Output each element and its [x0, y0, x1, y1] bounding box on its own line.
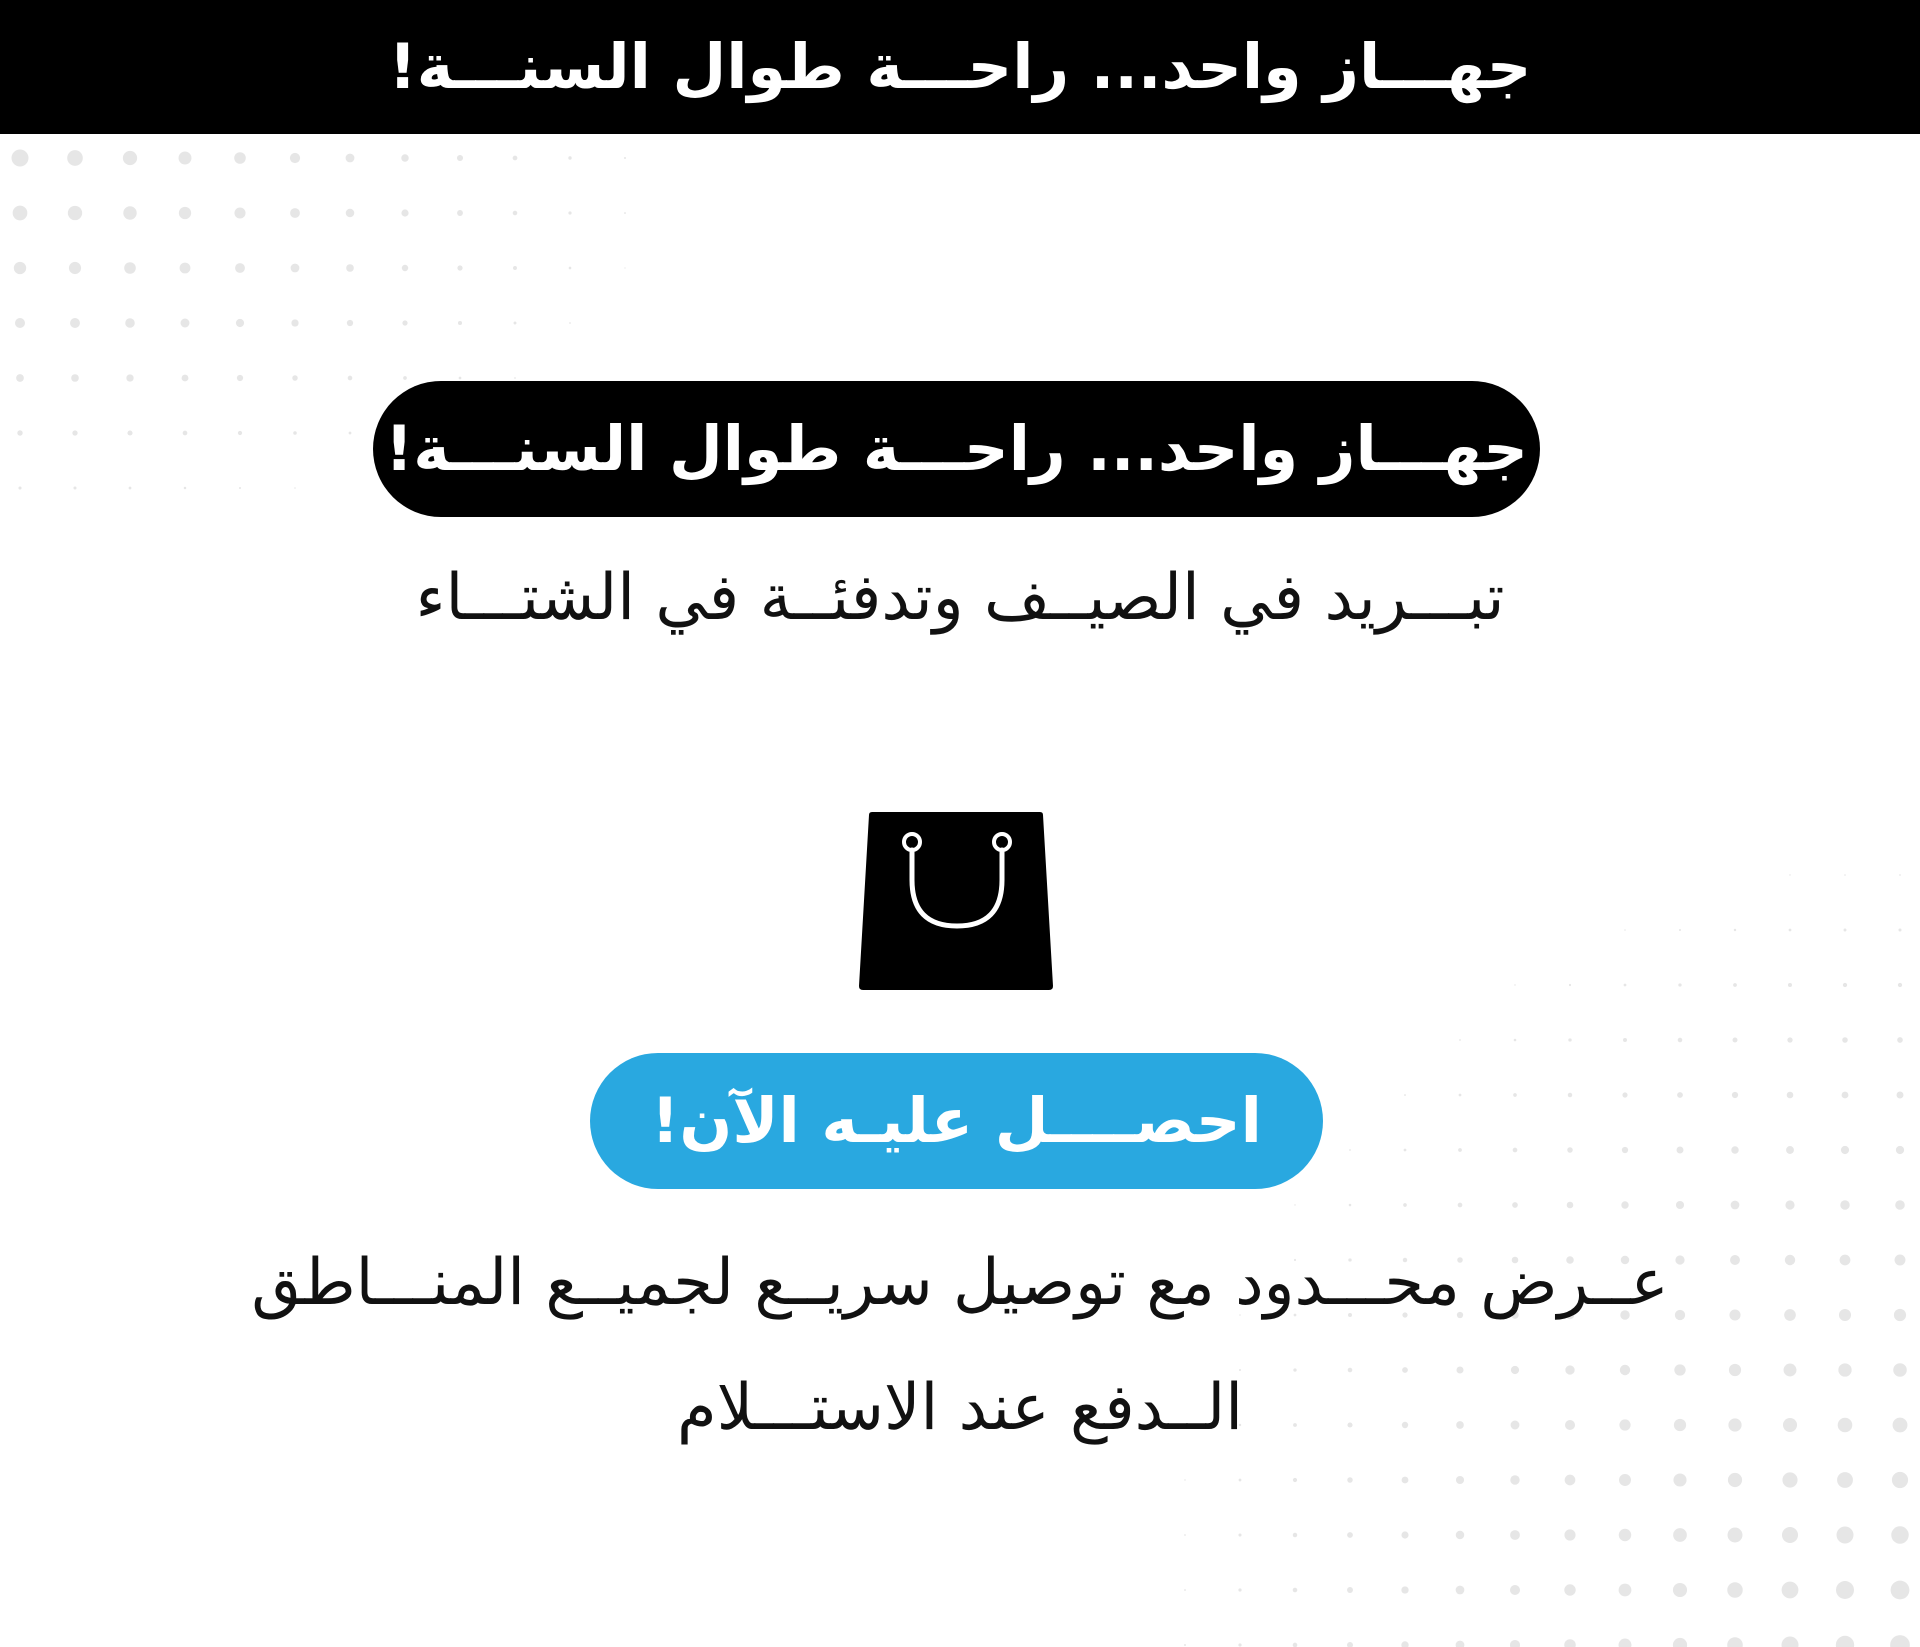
headline-pill [373, 381, 1540, 517]
cta-label: احصــــل عليـه الآن! [651, 1084, 1262, 1157]
get-it-now-button[interactable] [590, 1053, 1323, 1189]
headline-text: جهـــاز واحد... راحـــة طوال السنـــة! [385, 412, 1528, 485]
payment-text: الــدفع عند الاستـــلام [676, 1371, 1244, 1445]
shopping-bag-icon [856, 808, 1056, 992]
top-banner-text: جهـــاز واحد... راحـــة طوال السنـــة! [388, 30, 1532, 103]
offer-text: عــرض محـــدود مع توصيل سريــع لجميــع المنـــاطق [251, 1246, 1669, 1320]
top-banner [0, 0, 1920, 134]
subtitle: تبـــريد في الصيــف وتدفئــة في الشتـــاء [415, 561, 1505, 635]
